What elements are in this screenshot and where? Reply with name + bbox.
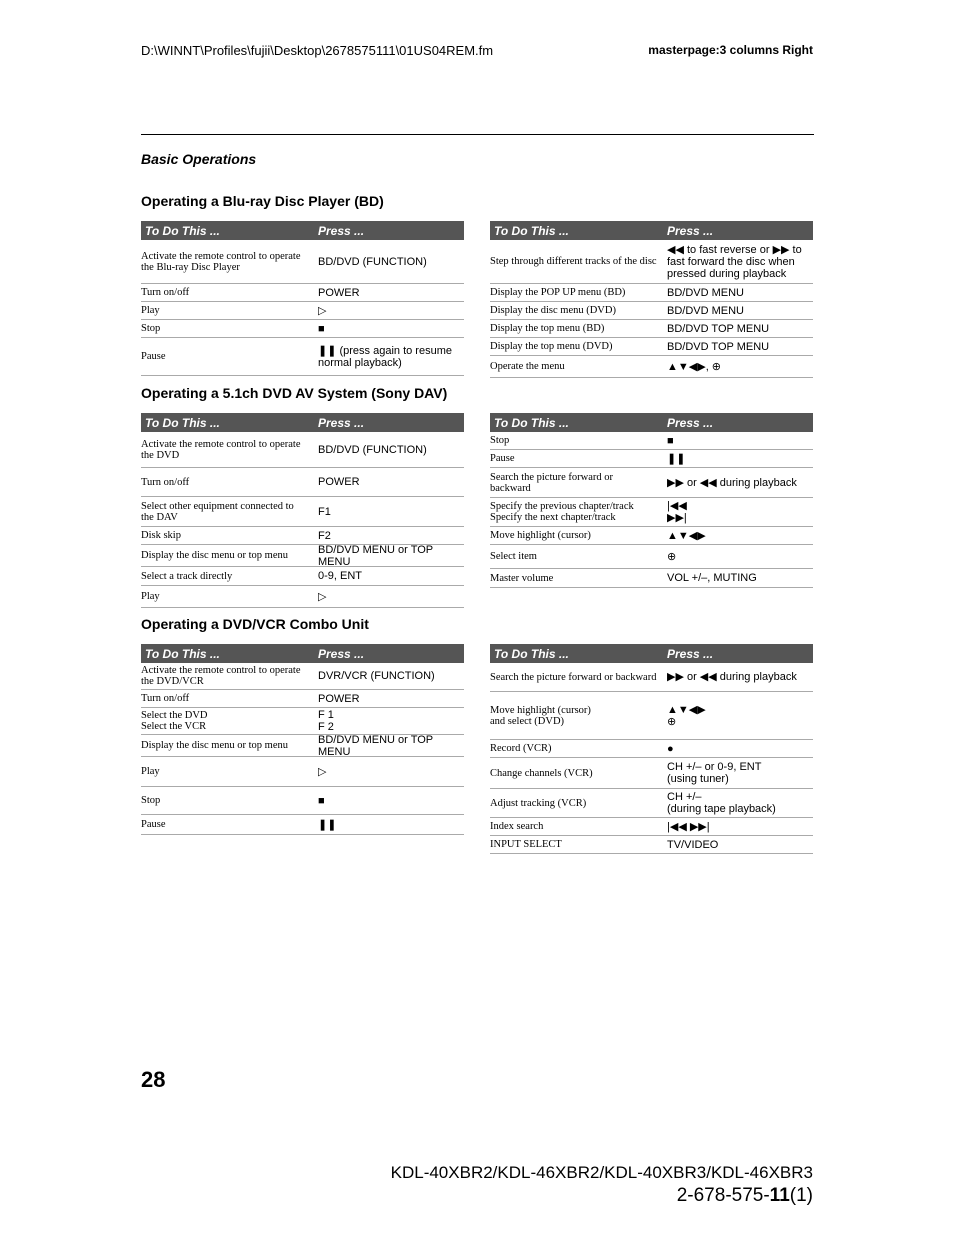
button-cell: ■ [667, 434, 674, 447]
action-cell: Operate the menu [490, 361, 565, 372]
button-cell: ■ [318, 794, 325, 807]
table-header [490, 644, 813, 663]
header-do: To Do This ... [494, 415, 569, 430]
button-cell: BD/DVD (FUNCTION) [318, 255, 427, 268]
table-row [141, 432, 464, 468]
dav-table-right [490, 413, 813, 588]
button-cell: ▲▼◀▶ [667, 529, 706, 542]
header-press: Press ... [318, 223, 365, 238]
header-press: Press ... [667, 646, 714, 661]
header-do: To Do This ... [145, 646, 220, 661]
button-cell: ⊕ [667, 550, 677, 563]
button-cell: POWER [318, 286, 360, 299]
button-cell: ■ [318, 322, 325, 335]
button-cell: ▶▶ or ◀◀ during playback [667, 671, 797, 683]
table-header [490, 221, 813, 240]
table-row [490, 740, 813, 758]
model-list: KDL-40XBR2/KDL-46XBR2/KDL-40XBR3/KDL-46XBR3 [390, 1163, 813, 1182]
button-cell: POWER [318, 692, 360, 705]
dav-title: Operating a 5.1ch DVD AV System (Sony DAV) [141, 385, 448, 401]
action-cell: Turn on/off [141, 693, 190, 704]
action-cell: Play [141, 305, 160, 316]
action-cell: Turn on/off [141, 287, 190, 298]
action-cell: Move highlight (cursor) and select (DVD) [490, 704, 591, 727]
table-row [141, 284, 464, 302]
table-row [490, 468, 813, 498]
masterpage-label: masterpage:3 columns Right [648, 43, 813, 57]
action-cell: Step through different tracks of the disc [490, 256, 657, 267]
button-cell: F 1 F 2 [318, 709, 334, 733]
header-press: Press ... [667, 415, 714, 430]
table-row [141, 567, 464, 586]
combo-table-left [141, 644, 464, 835]
action-cell: Record (VCR) [490, 743, 552, 754]
button-cell: DVR/VCR (FUNCTION) [318, 670, 435, 682]
action-cell: Display the top menu (DVD) [490, 341, 613, 352]
action-cell: Activate the remote control to operate the DVD [141, 438, 301, 461]
button-cell: VOL +/–, MUTING [667, 572, 757, 584]
header-do: To Do This ... [494, 646, 569, 661]
table-row [490, 432, 813, 450]
header-press: Press ... [667, 223, 714, 238]
action-cell: Disk skip [141, 530, 181, 541]
button-cell: BD/DVD TOP MENU [667, 322, 770, 335]
button-cell: ▷ [318, 765, 327, 778]
button-cell: ❚❚ [667, 452, 686, 465]
button-cell: BD/DVD TOP MENU [667, 340, 770, 353]
action-cell: Display the POP UP menu (BD) [490, 287, 626, 298]
action-cell: Specify the previous chapter/track Specify the next chapter/track [490, 501, 634, 523]
button-cell: BD/DVD MENU [667, 286, 745, 299]
table-row [490, 569, 813, 588]
action-cell: Play [141, 591, 160, 602]
button-cell: ▷ [318, 590, 327, 603]
button-cell: TV/VIDEO [667, 838, 719, 851]
button-cell: F1 [318, 505, 331, 518]
action-cell: Pause [141, 819, 166, 830]
action-cell: Play [141, 766, 160, 777]
header-do: To Do This ... [145, 415, 220, 430]
table-header [141, 221, 464, 240]
button-cell: POWER [318, 476, 360, 488]
table-row [490, 758, 813, 789]
table-row [490, 320, 813, 338]
action-cell: Stop [141, 795, 161, 806]
header-rule [141, 134, 814, 135]
button-cell: BD/DVD MENU or TOP MENU [318, 543, 433, 568]
table-row [141, 527, 464, 545]
table-row [141, 240, 464, 284]
bd-table-right [490, 221, 813, 378]
document-code [677, 1185, 813, 1207]
table-header [141, 413, 464, 432]
table-row [141, 302, 464, 320]
button-cell: ▷ [318, 304, 327, 317]
table-row [490, 240, 813, 284]
table-row [141, 320, 464, 338]
action-cell: Stop [490, 435, 510, 446]
button-cell: ▲▼◀▶ ⊕ [667, 703, 706, 728]
table-row [141, 545, 464, 567]
combo-table-right [490, 644, 813, 854]
header-press: Press ... [318, 646, 365, 661]
action-cell: Activate the remote control to operate the Blu-ray Disc Player [141, 250, 301, 273]
section-title: Basic Operations [141, 151, 257, 167]
table-row [490, 818, 813, 836]
table-row [490, 663, 813, 692]
action-cell: Activate the remote control to operate the DVD/VCR [141, 665, 301, 687]
action-cell: Turn on/off [141, 476, 190, 488]
action-cell: Select the DVD Select the VCR [141, 710, 208, 732]
table-header [141, 644, 464, 663]
action-cell: Pause [490, 453, 515, 464]
table-row [490, 356, 813, 378]
action-cell: Pause [141, 351, 166, 362]
table-row [490, 789, 813, 818]
code-prefix: 2-678-575- [676, 1185, 770, 1206]
action-cell: Stop [141, 323, 161, 334]
code-bold: 11 [769, 1185, 790, 1206]
file-path: D:\WINNT\Profiles\fujii\Desktop\2678575111\01US04REM.fm [141, 43, 494, 58]
button-cell: ❚❚ (press again to resume normal playback) [318, 344, 452, 369]
table-row [490, 498, 813, 527]
action-cell: Search the picture forward or backward [490, 671, 657, 683]
header-do: To Do This ... [494, 223, 569, 238]
table-row [490, 527, 813, 545]
button-cell: |◀◀ ▶▶| [667, 820, 710, 833]
action-cell: Display the disc menu or top menu [141, 740, 288, 751]
table-row [141, 497, 464, 527]
action-cell: Display the top menu (BD) [490, 323, 605, 334]
action-cell: Select a track directly [141, 570, 233, 582]
action-cell: Change channels (VCR) [490, 767, 593, 779]
table-row [490, 338, 813, 356]
table-row [141, 468, 464, 497]
action-cell: Master volume [490, 572, 554, 584]
bd-table-left [141, 221, 464, 376]
combo-title: Operating a DVD/VCR Combo Unit [141, 616, 369, 632]
button-cell: BD/DVD MENU [667, 304, 745, 317]
action-cell: INPUT SELECT [490, 839, 562, 850]
header-do: To Do This ... [145, 223, 220, 238]
action-cell: Index search [490, 821, 544, 832]
table-row [141, 690, 464, 708]
table-row [141, 586, 464, 608]
table-row [141, 338, 464, 376]
button-cell: F2 [318, 529, 331, 542]
table-row [141, 663, 464, 690]
action-cell: Display the disc menu or top menu [141, 550, 288, 561]
button-cell: |◀◀ ▶▶| [667, 500, 687, 524]
table-row [141, 735, 464, 757]
button-cell: CH +/– (during tape playback) [667, 791, 776, 815]
table-row [490, 284, 813, 302]
header-press: Press ... [318, 415, 365, 430]
button-cell: BD/DVD (FUNCTION) [318, 443, 427, 456]
bd-title: Operating a Blu-ray Disc Player (BD) [141, 193, 384, 209]
table-row [490, 450, 813, 468]
button-cell: ● [667, 742, 674, 755]
table-row [490, 545, 813, 569]
action-cell: Search the picture forward or backward [490, 471, 614, 494]
table-row [141, 708, 464, 735]
action-cell: Move highlight (cursor) [490, 530, 591, 541]
action-cell: Adjust tracking (VCR) [490, 797, 587, 809]
page-number: 28 [141, 1067, 166, 1092]
code-suffix: (1) [789, 1185, 813, 1206]
button-cell: ▶▶ or ◀◀ during playback [667, 476, 797, 489]
action-cell: Select item [490, 551, 537, 562]
table-row [490, 836, 813, 854]
action-cell: Display the disc menu (DVD) [490, 305, 616, 316]
button-cell: ❚❚ [318, 818, 337, 831]
table-row [490, 692, 813, 740]
table-row [490, 302, 813, 320]
button-cell: CH +/– or 0-9, ENT (using tuner) [667, 761, 762, 785]
button-cell: ▲▼◀▶, ⊕ [667, 360, 722, 373]
table-row [141, 815, 464, 835]
table-header [490, 413, 813, 432]
button-cell: 0-9, ENT [318, 570, 363, 582]
button-cell: BD/DVD MENU or TOP MENU [318, 733, 433, 758]
button-cell: ◀◀ to fast reverse or ▶▶ to fast forward the disc when pressed during playback [667, 243, 802, 280]
table-row [141, 787, 464, 815]
dav-table-left [141, 413, 464, 608]
table-row [141, 757, 464, 787]
action-cell: Select other equipment connected to the DAV [141, 500, 294, 523]
